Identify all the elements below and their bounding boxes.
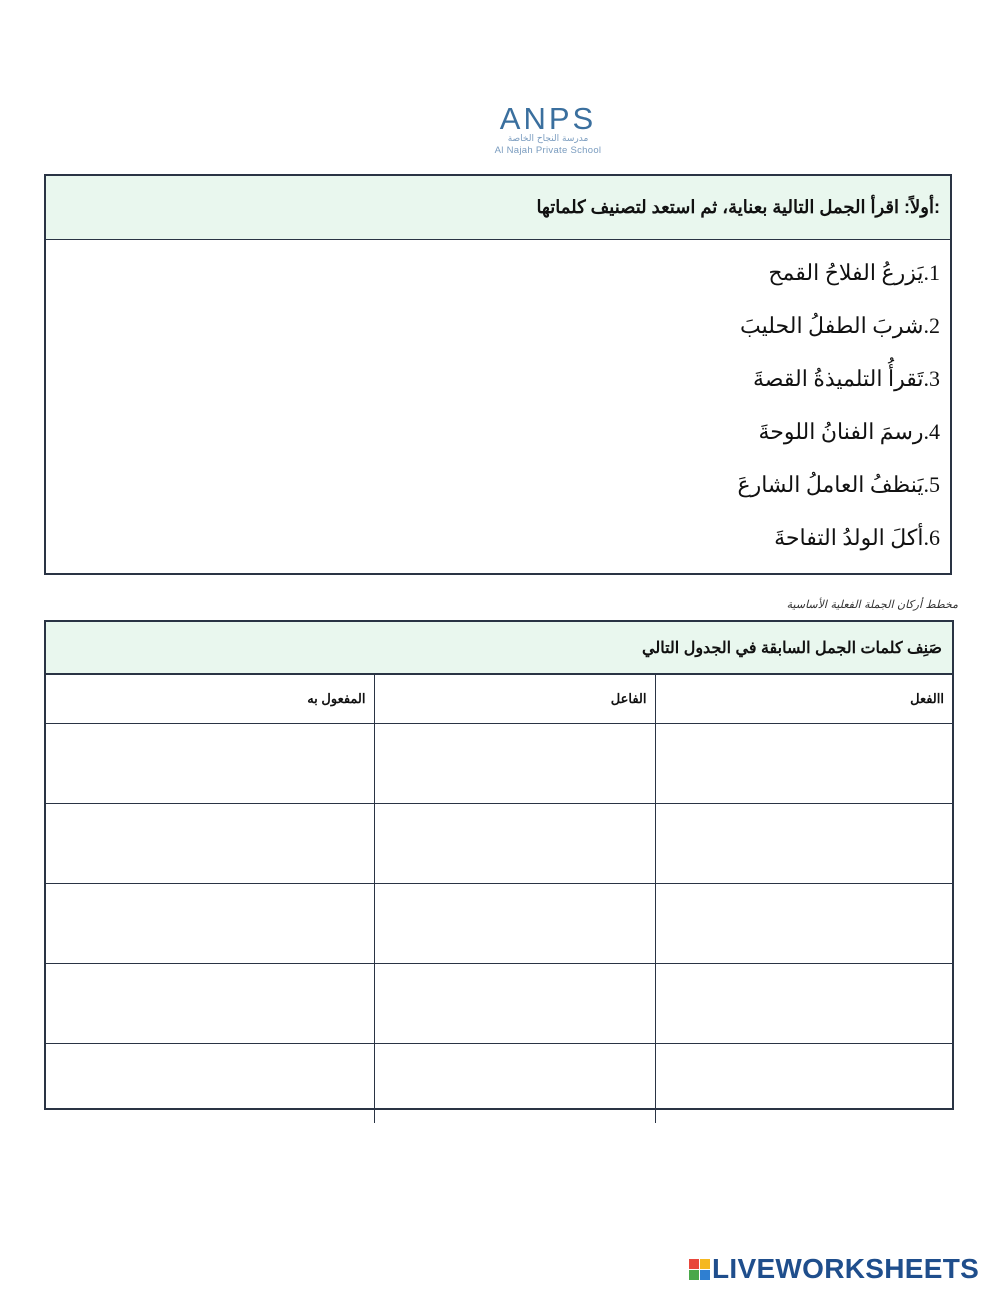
sentences-box xyxy=(44,174,952,575)
sentences-header xyxy=(46,176,950,240)
brand-square-icon xyxy=(689,1270,699,1280)
subject-cell[interactable] xyxy=(374,884,655,964)
column-header-object: المفعول به xyxy=(46,675,374,724)
sentence-item: 5.يَنظفُ العاملُ الشارعَ xyxy=(737,472,940,497)
logo-arabic-name: مدرسة النجاح الخاصة xyxy=(507,134,589,144)
sentence-item: 1.يَزرعُ الفلاحُ القمح xyxy=(768,260,940,285)
brand-square-icon xyxy=(700,1270,710,1280)
column-header-subject: الفاعل xyxy=(374,675,655,724)
table-row xyxy=(46,804,952,884)
brand-text: LIVEWORKSHEETS xyxy=(712,1253,980,1284)
object-cell[interactable] xyxy=(46,1044,374,1124)
sentence-item: 2.شربَ الطفلُ الحليبَ xyxy=(740,313,940,338)
classification-box xyxy=(44,620,954,1110)
sentence-list xyxy=(46,240,950,568)
table-row xyxy=(46,964,952,1044)
object-cell[interactable] xyxy=(46,804,374,884)
logo-mark: ANPS xyxy=(499,101,597,136)
table-row xyxy=(46,884,952,964)
classification-header xyxy=(46,622,952,674)
subject-cell[interactable] xyxy=(374,964,655,1044)
verb-cell[interactable] xyxy=(655,724,952,804)
column-header-verb: االفعل xyxy=(655,675,952,724)
sentence-item: 6.أكلَ الولدُ التفاحةَ xyxy=(774,525,940,550)
classification-title: صَنِف كلمات الجمل السابقة في الجدول التالي xyxy=(642,639,942,657)
verb-cell[interactable] xyxy=(655,804,952,884)
logo-english-name: Al Najah Private School xyxy=(494,145,602,156)
verb-cell[interactable] xyxy=(655,1044,952,1124)
school-logo xyxy=(468,101,628,156)
brand-square-icon xyxy=(700,1259,710,1269)
brand-square-icon xyxy=(689,1259,699,1269)
subject-cell[interactable] xyxy=(374,804,655,884)
verb-cell[interactable] xyxy=(655,964,952,1044)
table-row xyxy=(46,724,952,804)
sentence-item: 4.رسمَ الفنانُ اللوحةَ xyxy=(758,419,940,444)
liveworksheets-brand[interactable] xyxy=(689,1252,979,1286)
diagram-caption: مخطط أركان الجملة الفعلية الأساسية xyxy=(786,598,958,611)
verb-cell[interactable] xyxy=(655,884,952,964)
sentences-title: :أولاً: اقرأ الجمل التالية بعناية، ثم استعد لتصنيف كلماتها xyxy=(536,197,940,217)
object-cell[interactable] xyxy=(46,724,374,804)
subject-cell[interactable] xyxy=(374,724,655,804)
classification-table xyxy=(46,674,952,1123)
table-header-row xyxy=(46,675,952,724)
object-cell[interactable] xyxy=(46,884,374,964)
liveworksheets-icon xyxy=(689,1259,710,1280)
object-cell[interactable] xyxy=(46,964,374,1044)
sentence-item: 3.تَقرأُ التلميذةُ القصةَ xyxy=(753,366,940,391)
subject-cell[interactable] xyxy=(374,1044,655,1124)
table-row xyxy=(46,1044,952,1124)
